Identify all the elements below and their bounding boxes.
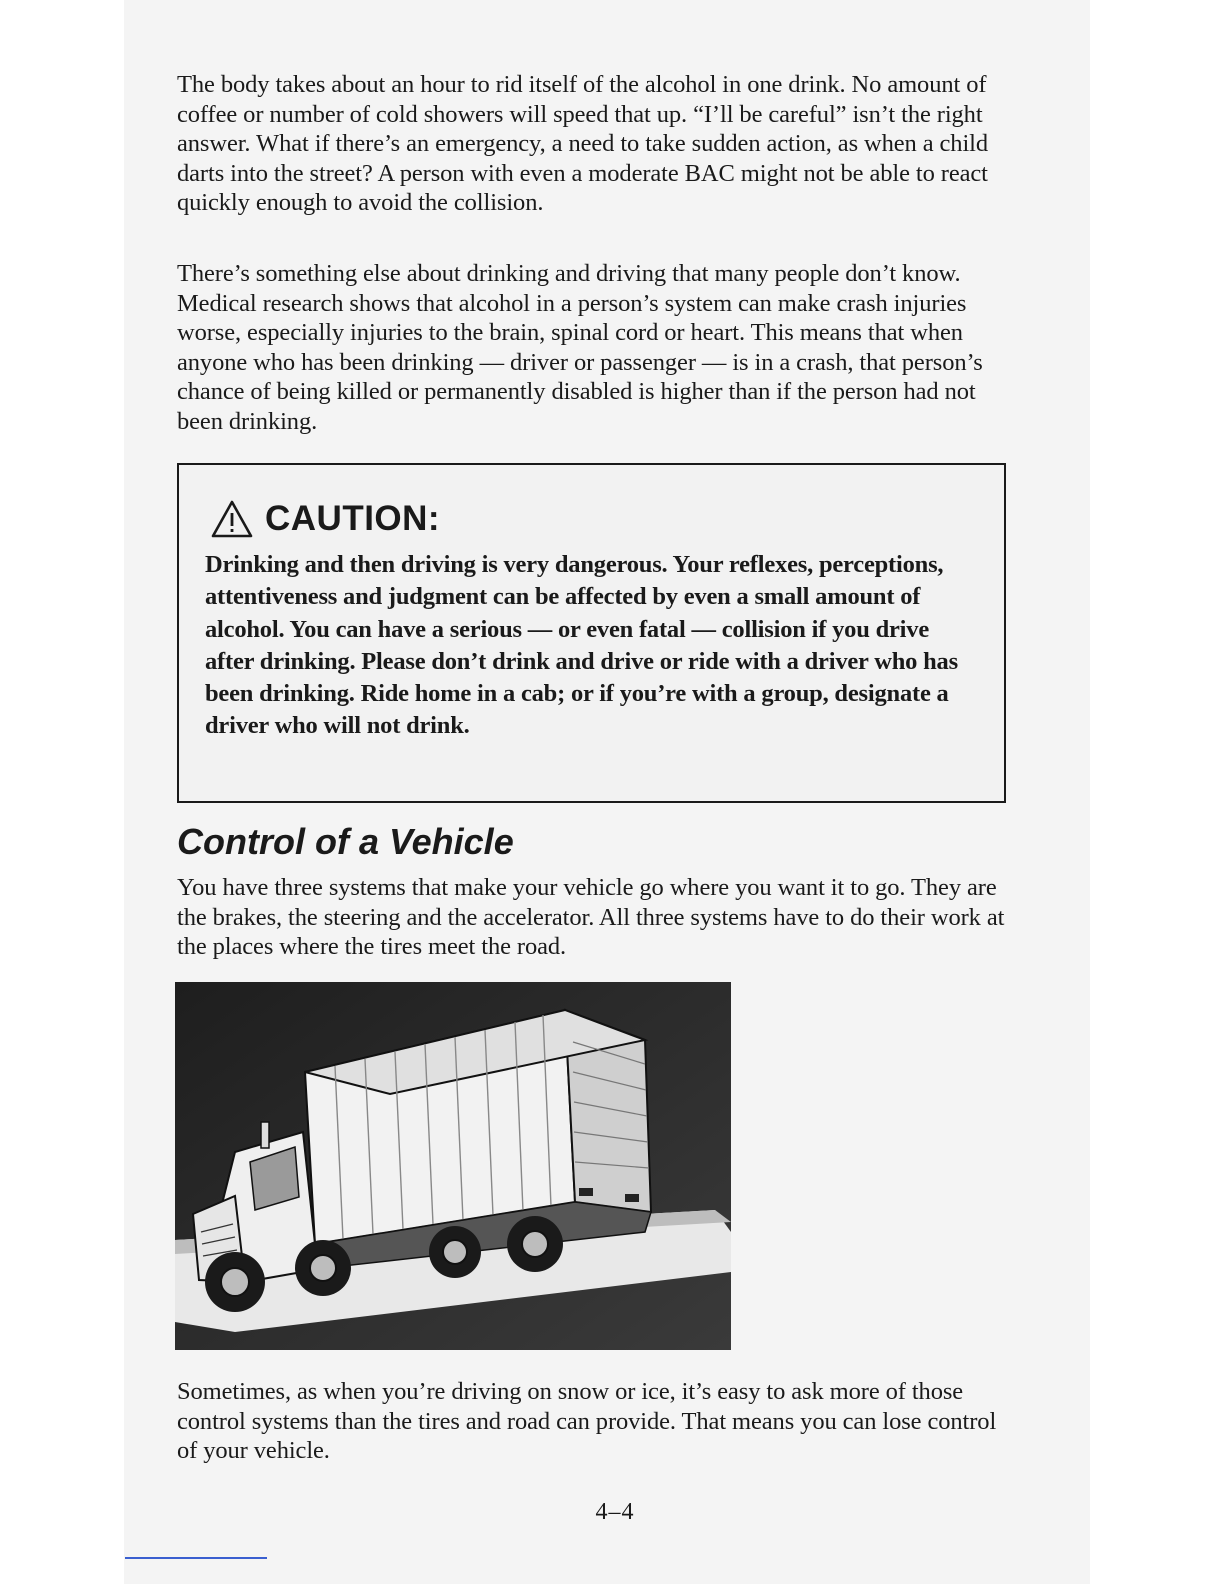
caution-text: Drinking and then driving is very dangerous. Your reflexes, perceptions, attentiveness and judgment can be affected by even a small amount of alcohol. You can have a serious — or even fatal — collision if you drive after drinking. Please don’t drink and drive or ride with a driver who has been drinking. Ride home in a cab; or if you’re with a group, designate a driver who will not drink. [205, 551, 958, 740]
body-paragraph-alcohol-time: The body takes about an hour to rid itself of the alcohol in one drink. No amount of coffee or number of cold showers will speed that up. “I’ll be careful” isn’t the right answer. What if there’s an emergency, a need to take sudden action, as when a child darts into the street? A person with even a moderate BAC might not be able to react quickly enough to avoid the collision. [177, 71, 989, 217]
body-paragraph-crash-injuries: There’s something else about drinking and driving that many people don’t know. Medical research shows that alcohol in a person’s system can make crash injuries worse, especially injuries to the brain, spinal cord or heart. This means that when anyone who has been drinking — driver or passenger — is in a crash, that person’s chance of being killed or permanently disabled is higher than if the person had not been drinking. [177, 260, 983, 435]
page-number: 4–4 [595, 1499, 635, 1525]
box-truck-icon [175, 982, 731, 1350]
warning-triangle-icon [211, 500, 253, 538]
body-paragraph-losing-control: Sometimes, as when you’re driving on snow or ice, it’s easy to ask more of those control systems than the tires and road can provide. That means you can lose control of your vehicle. [177, 1378, 997, 1465]
caution-box [177, 463, 1006, 803]
body-paragraph-control-systems: You have three systems that make your vehicle go where you want it to go. They are the brakes, the steering and the accelerator. All three systems have to do their work at the places where the tires meet the road. [177, 874, 1005, 961]
section-heading: Control of a Vehicle [177, 821, 514, 862]
box-truck-illustration [175, 982, 731, 1350]
caution-title: CAUTION: [265, 499, 441, 538]
footer-link-underline[interactable] [125, 1557, 267, 1559]
caution-header [211, 499, 440, 539]
